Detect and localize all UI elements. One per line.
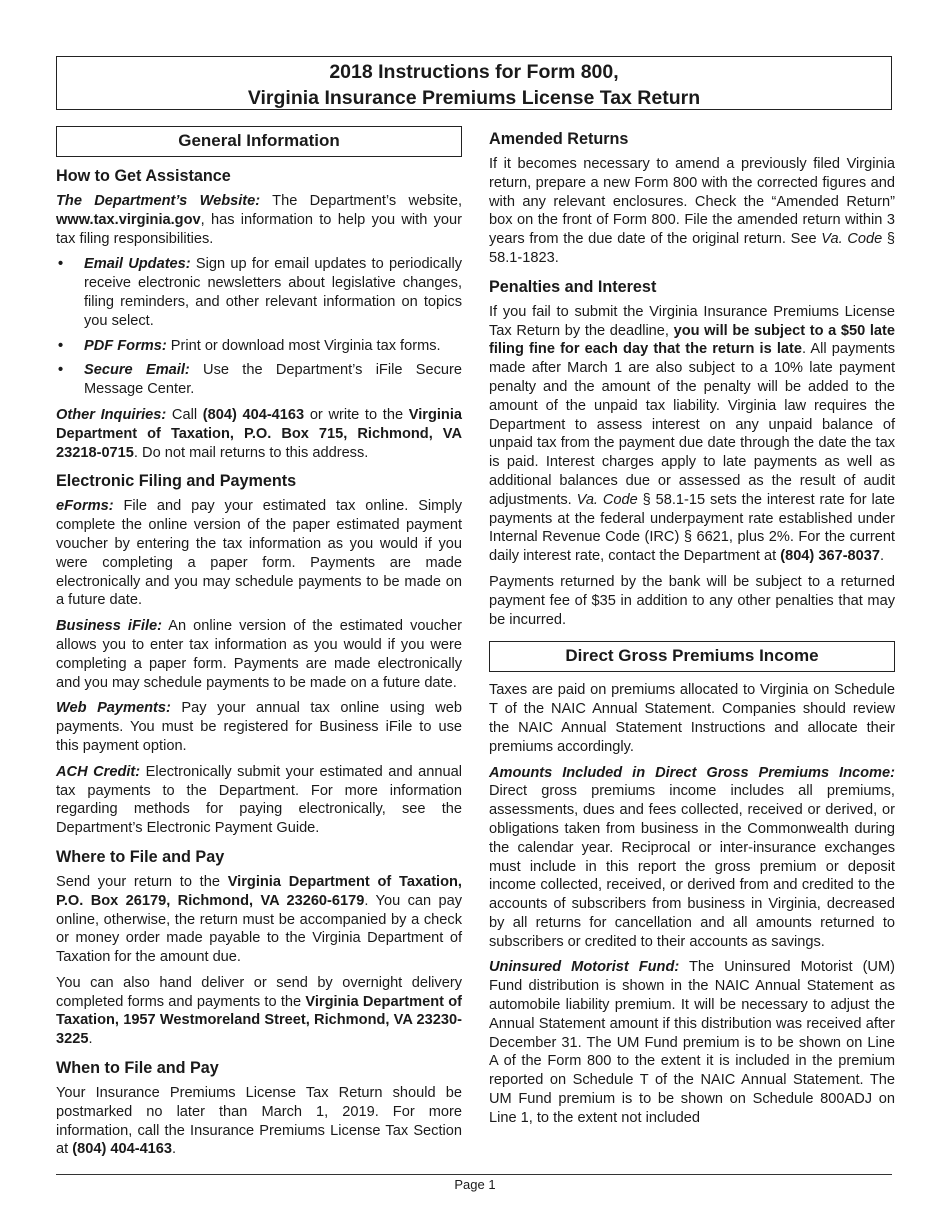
document-title: [56, 56, 892, 110]
paragraph-when: Your Insurance Premiums License Tax Return should be postmarked no later than March 1, 2019. For more information, call the Insurance Premiums License Tax Section at (804) 404-4163.: [56, 1085, 462, 1158]
website-link[interactable]: www.tax.virginia.gov: [56, 211, 201, 228]
paragraph-eforms: eForms: File and pay your estimated tax online. Simply complete the online version of the paper estimated payment voucher by entering the tax information as you would if you were completing a paper form. Payments are made electronically and you may schedule payments to be made on a future date.: [56, 498, 462, 609]
heading-when-to-file: When to File and Pay: [56, 1059, 219, 1078]
paragraph-direct-amounts: Amounts Included in Direct Gross Premiums Income: Direct gross premiums income includes all premiums, assessments, dues and fees collected, received or derived, or obligations taken from business in the Commonwealth during the calendar year. Reciprocal or inter-insurance exchanges must include in this report the gross premium or deposit income collected, received, or derived from and credited to the accounts of subscribers from business in Virginia, decreased by all returns for cancellation and all amounts returned to subscribers or credited to their accounts as savings.: [489, 764, 895, 950]
title-line-1: 2018 Instructions for Form 800,: [329, 61, 619, 83]
bullet-icon: •: [58, 256, 64, 273]
paragraph-website: The Department’s Website: The Department’s website, www.tax.virginia.gov, has information to help you with your tax filing responsibilities.: [56, 193, 462, 247]
section-heading-direct-gross-premiums: Direct Gross Premiums Income: [489, 641, 895, 672]
right-column: [489, 129, 895, 1135]
paragraph-uninsured-motorist: Uninsured Motorist Fund: The Uninsured Motorist (UM) Fund distribution is shown in the NAIC Annual Statement as automobile liability premium. It will be necessary to adjust the Annual Statement amount if this distribution was received after December 31. The UM Fund premium is to be shown on Line A of the Form 800 to the extent it is included in the premium reported on Schedule T of the NAIC Annual Statement. The UM Fund premium is to be shown on Schedule 800ADJ on Line 1, to the extent not included: [489, 959, 895, 1126]
phone-number: (804) 404-4163: [202, 406, 305, 423]
paragraph-where-2: You can also hand deliver or send by overnight delivery completed forms and payments to the Virginia Department of Taxation, 1957 Westmoreland Street, Richmond, VA 23230-3225.: [56, 974, 462, 1048]
heading-where-to-file: Where to File and Pay: [56, 847, 225, 866]
paragraph-penalties-2: Payments returned by the bank will be subject to a returned payment fee of $35 in addition to any other penalties that may be incurred.: [489, 573, 895, 628]
list-item: • PDF Forms: Print or download most Virginia tax forms.: [58, 337, 441, 354]
left-column: [56, 126, 462, 1166]
footer-rule: [56, 1174, 892, 1175]
heading-penalties: Penalties and Interest: [489, 277, 657, 296]
heading-electronic-filing: Electronic Filing and Payments: [56, 472, 297, 491]
label-website: The Department’s Website:: [56, 193, 261, 209]
list-item: • Email Updates: Sign up for email updates to periodically receive electronic newsletters about legislative changes, filing reminders, and other relevant information on topics you select.: [58, 256, 462, 329]
paragraph-business-ifile: Business iFile: An online version of the estimated voucher allows you to enter tax information as you would if you were completing a paper form. Payments are made electronically and you may schedule payments to be made on a future date.: [56, 618, 463, 691]
paragraph-amended: If it becomes necessary to amend a previously filed Virginia return, prepare a new Form 800 with the corrected figures and with any relevant enclosures. Check the “Amended Return” box on the front of Form 800. File the amended return within 3 years from the due date of the original return. See Va. Code § 58.1-1823.: [489, 156, 895, 266]
assistance-bullet-list: [56, 255, 462, 399]
bullet-icon: •: [58, 362, 64, 379]
page-number: Page 1: [454, 1177, 496, 1192]
paragraph-penalties-1: If you fail to submit the Virginia Insurance Premiums License Tax Return by the deadline, you will be subject to a $50 late filing fine for each day that the return is late. All payments made after March 1 are also subject to a 10% late payment penalty and the amount of the penalty will be added to the amount of the unpaid tax liability. Virginia law requires the Department to assess interest on any unpaid balance of unpaid tax from the payment due date through the date the tax is paid. Interest charges apply to late payments as well as additional balances due or assessed as the result of audit adjustments. Va. Code § 58.1-15 sets the interest rate for late payments at the federal underpayment rate established under Internal Revenue Code (IRC) § 6621, plus 2%. For the current daily interest rate, contact the Department at (804) 367-8037.: [489, 303, 896, 565]
title-line-2: Virginia Insurance Premiums License Tax Return: [247, 87, 701, 109]
bullet-icon: •: [58, 337, 64, 354]
paragraph-other-inquiries: Other Inquiries: Call (804) 404-4163 or write to the Virginia Department of Taxation, P.O. Box 715, Richmond, VA 23218-0715. Do not mail returns to this address.: [56, 406, 462, 461]
list-item: • Secure Email: Use the Department’s iFile Secure Message Center.: [58, 362, 462, 398]
heading-how-to-get-assistance: How to Get Assistance: [56, 167, 231, 185]
paragraph-web-payments: Web Payments: Pay your annual tax online using web payments. You must be registered for Business iFile to use this payment option.: [56, 700, 463, 754]
paragraph-direct-1: Taxes are paid on premiums allocated to Virginia on Schedule T of the NAIC Annual Statement. Companies should review the NAIC Annual Statement Instructions and allocate their premiums accordingly.: [489, 682, 895, 755]
section-heading-general-information: General Information: [56, 126, 462, 157]
heading-amended-returns: Amended Returns: [489, 130, 629, 148]
paragraph-where-1: Send your return to the Virginia Department of Taxation, P.O. Box 26179, Richmond, VA 23260-6179. You can pay online, otherwise, the return must be accompanied by a check or money order made payable to the Virginia Department of Taxation for the amount due.: [56, 873, 463, 966]
mailing-address: Virginia Department of Taxation, P.O. Box 715, Richmond, VA 23218-0715: [56, 406, 462, 461]
phone-number: (804) 367-8037: [780, 548, 881, 565]
paragraph-ach-credit: ACH Credit: Electronically submit your estimated and annual tax payments to the Department. For more information regarding methods for paying electronically, see the Department’s Electronic Payment Guide.: [56, 763, 462, 837]
